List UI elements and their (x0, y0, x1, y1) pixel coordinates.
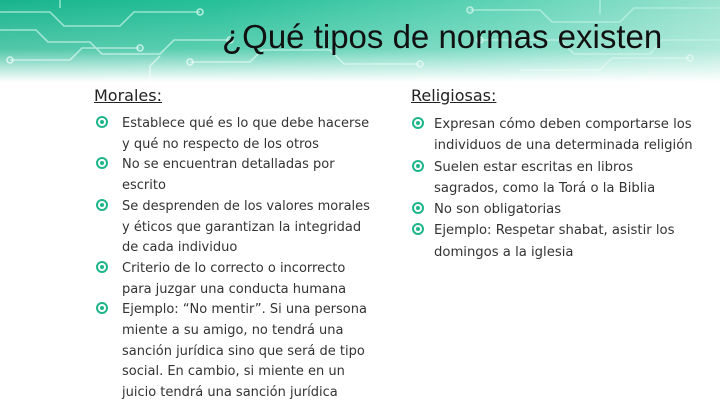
list-item (94, 300, 374, 404)
religiosas-column (411, 86, 701, 263)
list-item-text: Ejemplo: Respetar shabat, asistir los domingos a la iglesia (434, 223, 675, 260)
list-item (411, 157, 701, 200)
list-item-text: Establece qué es lo que debe hacerse y qué no respecto de los otros (122, 116, 370, 152)
list-item (94, 155, 374, 196)
list-item-text: Se desprenden de los valores morales y éticos que garantizan la integridad de cada individuo (122, 198, 370, 256)
bullet-icon (96, 116, 108, 128)
slide-title: ¿Qué tipos de normas existen (222, 18, 663, 55)
list-item (411, 220, 701, 263)
religiosas-list (411, 114, 701, 263)
bullet-icon (96, 261, 108, 273)
list-item (411, 114, 701, 157)
morales-heading: Morales: (94, 86, 162, 105)
bullet-icon (96, 302, 108, 314)
list-item-text: Expresan cómo deben comportarse los individuos de una determinada religión (434, 117, 693, 154)
list-item (94, 259, 374, 300)
list-item (411, 199, 701, 220)
list-item-text: No se encuentran detalladas por escrito (122, 157, 335, 194)
bullet-icon (412, 160, 424, 172)
morales-column (94, 86, 374, 404)
list-item-text: No son obligatorias (434, 202, 562, 218)
bullet-icon (412, 202, 424, 214)
list-item-text: Suelen estar escritas en libros sagrados, como la Torá o la Biblia (434, 159, 656, 196)
list-item (94, 114, 374, 155)
religiosas-heading: Religiosas: (411, 86, 497, 105)
list-item-text: Criterio de lo correcto o incorrecto para juzgar una conducta humana (122, 260, 347, 297)
bullet-icon (412, 223, 424, 235)
bullet-icon (412, 117, 424, 129)
bullet-icon (96, 199, 108, 211)
bullet-icon (96, 157, 108, 169)
list-item-text: Ejemplo: “No mentir”. Si una persona miente a su amigo, no tendrá una sanción jurídica sino que será de tipo social. En cambio, si miente en un juicio tendrá una sanción jurídica (122, 302, 367, 401)
morales-list (94, 114, 374, 404)
list-item (94, 197, 374, 259)
